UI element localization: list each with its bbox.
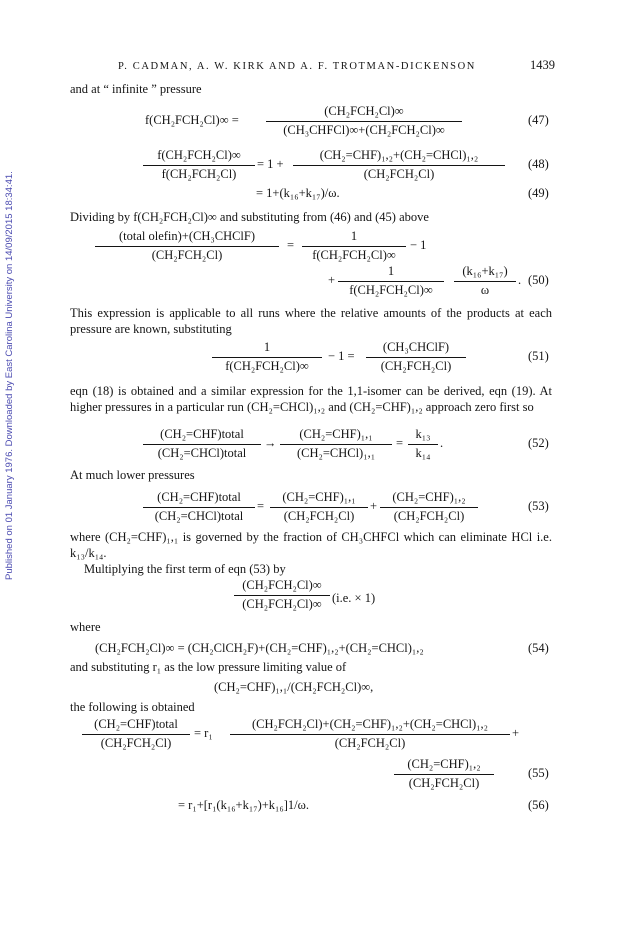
eq50-k-fraction (454, 264, 516, 298)
eq47-fraction (266, 104, 462, 138)
eq50-dot: . (518, 273, 522, 287)
eq51-right-numerator: (CH₃CHClF) (382, 340, 450, 354)
eq48-mid: = 1 + (257, 157, 284, 171)
eq52-left-fraction (143, 427, 261, 461)
eq48-right-numerator: (CH₂=CHF)₁,₂+(CH₂=CHCl)₁,₂ (319, 148, 479, 162)
eq51-left-fraction (212, 340, 322, 374)
eq55-main-fraction (230, 717, 510, 751)
substituting-r1-text: and substituting r₁ as the low pressure limiting value of (70, 660, 347, 674)
eq50-number: (50) (528, 273, 549, 287)
r1-definition: (CH₂=CHF)₁,₁/(CH₂FCH₂Cl)∞, (214, 680, 374, 694)
eq54: (CH₂FCH₂Cl)∞ = (CH₂ClCH₂F)+(CH₂=CHF)₁,₂+(CH₂=CHCl)₁,₂ (95, 641, 424, 655)
eq50-term-numerator: 1 (387, 264, 395, 278)
eq50-plus: + (328, 273, 336, 287)
eq50-right-denominator: f(CH₂FCH₂Cl)∞ (302, 246, 406, 264)
eq50-k-numerator: (k₁₆+k₁₇) (462, 264, 508, 278)
eq51-mid: − 1 = (328, 349, 355, 363)
multiplier-fraction (234, 578, 330, 612)
eq47-number: (47) (528, 113, 549, 127)
eq53-mid-denominator: (CH₂FCH₂Cl) (270, 507, 368, 525)
eq51-right-denominator: (CH₂FCH₂Cl) (366, 357, 466, 375)
eq48-right-denominator: (CH₂FCH₂Cl) (293, 165, 505, 183)
eq47-lhs: f(CH₂FCH₂Cl)∞ = (145, 113, 239, 127)
eq55-number: (55) (528, 766, 549, 780)
multiplier-numerator: (CH₂FCH₂Cl)∞ (242, 578, 322, 592)
eq48-number: (48) (528, 157, 549, 171)
lower-pressure-text: At much lower pressures (70, 468, 195, 482)
eq52-equals: = (396, 436, 404, 450)
intro-text: and at “ infinite ” pressure (70, 82, 202, 96)
side-notice (4, 160, 20, 580)
eq55-main-denominator: (CH₂FCH₂Cl) (230, 734, 510, 752)
eq47-denominator: (CH₃CHFCl)∞+(CH₂FCH₂Cl)∞ (266, 121, 462, 139)
multiplying-text: Multiplying the first term of eqn (53) by (84, 562, 286, 576)
eq50-term-denominator: f(CH₂FCH₂Cl)∞ (338, 281, 444, 299)
eq47-numerator: (CH₂FCH₂Cl)∞ (324, 104, 404, 118)
eq55-tail-numerator: (CH₂=CHF)₁,₂ (407, 757, 481, 771)
eq52-arrow: → (264, 436, 277, 450)
eq52-mid-fraction (280, 427, 392, 461)
where-text: where (70, 620, 101, 634)
eq50-left-fraction (95, 229, 279, 263)
eq55-main-numerator: (CH₂FCH₂Cl)+(CH₂=CHF)₁,₂+(CH₂=CHCl)₁,₂ (252, 717, 488, 731)
page-number: 1439 (530, 58, 555, 72)
eq53-mid-fraction (270, 490, 368, 524)
eq52-dot: . (440, 436, 444, 450)
dividing-text: Dividing by f(CH₂FCH₂Cl)∞ and substituting from (46) and (45) above (70, 210, 429, 224)
eq52-mid-numerator: (CH₂=CHF)₁,₁ (299, 427, 373, 441)
eq48-left-fraction (143, 148, 255, 182)
eq52-left-numerator: (CH₂=CHF)total (160, 427, 244, 441)
eq50-right-fraction (302, 229, 406, 263)
eq55-plus: + (512, 726, 520, 740)
eq53-right-numerator: (CH₂=CHF)₁,₂ (392, 490, 466, 504)
eq50-k-denominator: ω (454, 281, 516, 299)
applicable-paragraph: This expression is applicable to all runs where the relative amounts of the products at each pressure are known, substituting (70, 306, 552, 336)
multiplier-denominator: (CH₂FCH₂Cl)∞ (234, 595, 330, 613)
eq50-term-fraction (338, 264, 444, 298)
eq52-number: (52) (528, 436, 549, 450)
eq53-right-fraction (380, 490, 478, 524)
eq48-left-denominator: f(CH₂FCH₂Cl) (143, 165, 255, 183)
eq52-k-fraction (408, 427, 438, 461)
eq50-right-numerator: 1 (350, 229, 358, 243)
eq51-number: (51) (528, 349, 549, 363)
eq55-left-denominator: (CH₂FCH₂Cl) (82, 734, 190, 752)
eq52-k-denominator: k₁₄ (408, 444, 438, 462)
eq50-left-numerator: (total olefin)+(CH₃CHClF) (118, 229, 256, 243)
eq50-left-denominator: (CH₂FCH₂Cl) (95, 246, 279, 264)
eq53-plus: + (370, 499, 378, 513)
eq56-number: (56) (528, 798, 549, 812)
eq55-tail-denominator: (CH₂FCH₂Cl) (394, 774, 494, 792)
eq55-mid: = r₁ (194, 726, 213, 740)
eq53-number: (53) (528, 499, 549, 513)
multiplier-note: (i.e. × 1) (332, 591, 376, 605)
eq48-left-numerator: f(CH₂FCH₂Cl)∞ (157, 148, 241, 162)
eq53-equals: = (257, 499, 265, 513)
eq53-mid-numerator: (CH₂=CHF)₁,₁ (282, 490, 356, 504)
governed-paragraph: where (CH₂=CHF)₁,₁ is governed by the fraction of CH₃CHFCl which can eliminate HCl i.e. k₁₃/k₁₄. (70, 530, 552, 560)
eqn18-paragraph: eqn (18) is obtained and a similar expression for the 1,1-isomer can be derived, eqn (19). At higher pressures in a particular run (CH₂=CHCl)₁,₂ and (CH₂=CHF)₁,₂ approach zero first so (70, 384, 552, 414)
eq53-left-denominator: (CH₂=CHCl)total (143, 507, 255, 525)
eq55-tail-fraction (394, 757, 494, 791)
following-text: the following is obtained (70, 700, 195, 714)
eq48-right-fraction (293, 148, 505, 182)
eq50-equals: = (287, 238, 295, 252)
eq54-number: (54) (528, 641, 549, 655)
eq51-right-fraction (366, 340, 466, 374)
eq51-left-denominator: f(CH₂FCH₂Cl)∞ (212, 357, 322, 375)
eq53-right-denominator: (CH₂FCH₂Cl) (380, 507, 478, 525)
eq49-number: (49) (528, 186, 549, 200)
download-notice-text: Published on 01 January 1976. Downloaded by East Carolina University on 14/09/2015 18:34:41. (4, 171, 15, 580)
eq55-left-fraction (82, 717, 190, 751)
eq50-minus-one: − 1 (410, 238, 427, 252)
running-header: P. CADMAN, A. W. KIRK AND A. F. TROTMAN-DICKENSON (118, 61, 476, 72)
eq56: = r₁+[r₁(k₁₆+k₁₇)+k₁₆]1/ω. (178, 798, 309, 812)
eq52-mid-denominator: (CH₂=CHCl)₁,₁ (280, 444, 392, 462)
eq52-k-numerator: k₁₃ (415, 427, 431, 441)
eq53-left-numerator: (CH₂=CHF)total (157, 490, 241, 504)
eq49: = 1+(k₁₆+k₁₇)/ω. (256, 186, 340, 200)
eq55-left-numerator: (CH₂=CHF)total (94, 717, 178, 731)
eq52-left-denominator: (CH₂=CHCl)total (143, 444, 261, 462)
eq51-left-numerator: 1 (263, 340, 271, 354)
eq53-left-fraction (143, 490, 255, 524)
